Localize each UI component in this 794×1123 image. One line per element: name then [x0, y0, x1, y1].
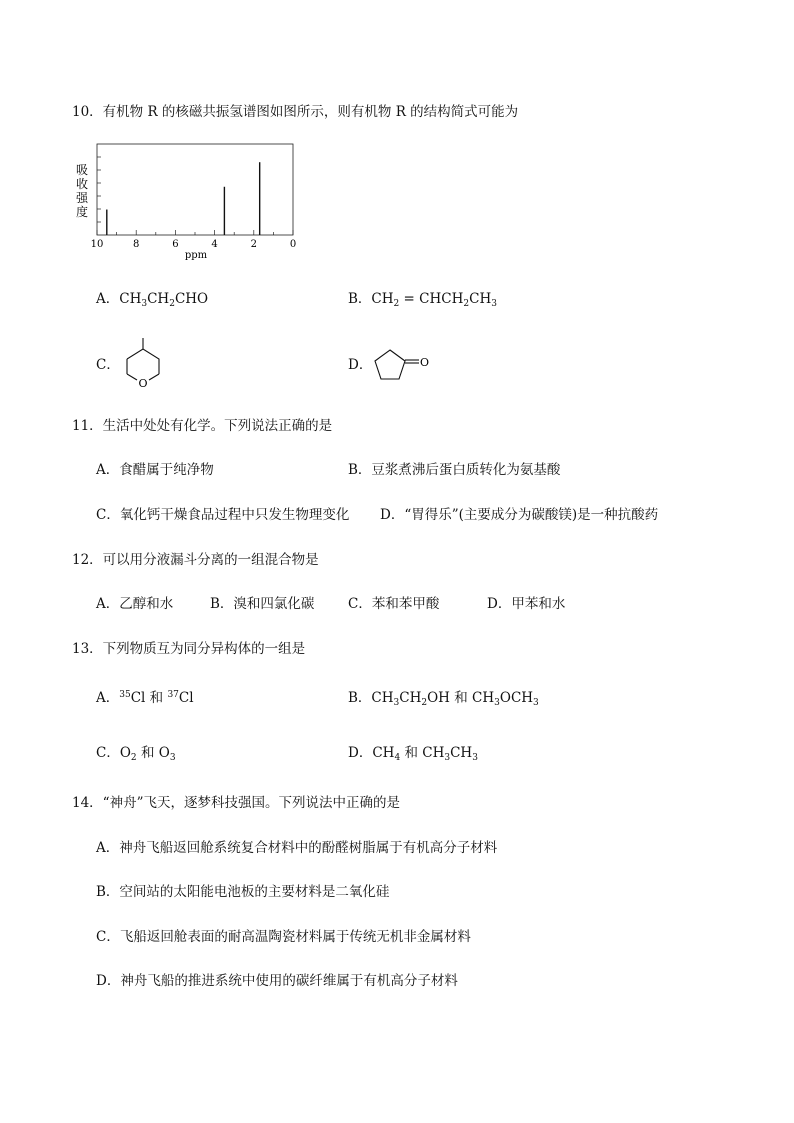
option-label: C． [96, 357, 120, 373]
formula-part: CH [371, 291, 394, 307]
question-10-stem: 10．有机物 R 的核磁共振氢谱图如图所示，则有机物 R 的结构简式可能为 [72, 104, 519, 120]
spectrum-ylabel [76, 163, 89, 219]
formula-subscript: 3 [141, 299, 148, 309]
q12-option-b[interactable]: B．溴和四氯化碳 [210, 596, 315, 612]
q10-option-d-structure [372, 348, 434, 382]
oxygen-atom-label: O [138, 377, 148, 390]
formula-part: 和 CH [400, 745, 445, 761]
mass-number: 35 [119, 690, 131, 700]
q14-option-b[interactable]: B．空间站的太阳能电池板的主要材料是二氧化硅 [96, 884, 390, 900]
question-13-stem: 13．下列物质互为同分异构体的一组是 [72, 641, 306, 657]
option-label: B． [348, 690, 372, 706]
option-label: D． [348, 357, 373, 373]
q14-option-a[interactable]: A．神舟飞船返回舱系统复合材料中的酚醛树脂属于有机高分子材料 [96, 840, 498, 856]
q13-option-d[interactable] [348, 744, 478, 762]
formula-part: CH [371, 690, 394, 706]
formula-part: CH [469, 291, 492, 307]
spectrum-peaks [107, 162, 260, 235]
formula-subscript: 2 [393, 299, 400, 309]
q14-option-d[interactable]: D．神舟飞船的推进系统中使用的碳纤维属于有机高分子材料 [96, 973, 458, 989]
nmr-spectrum-chart [70, 138, 310, 263]
oxygen-atom-label: O [420, 356, 430, 369]
q11-option-d[interactable]: D．“胃得乐”(主要成分为碳酸镁)是一种抗酸药 [380, 507, 659, 523]
q12-option-c[interactable]: C．苯和苯甲酸 [348, 596, 440, 612]
spectrum-xtick-label: 6 [172, 239, 179, 250]
option-label: A． [96, 291, 120, 307]
q10-option-c[interactable] [96, 356, 120, 374]
q12-option-a[interactable]: A．乙醇和水 [96, 596, 174, 612]
formula-part: Cl 和 [130, 690, 168, 706]
option-label: A． [96, 690, 120, 706]
formula-subscript: 3 [169, 753, 176, 763]
q13-option-c[interactable] [96, 744, 176, 762]
spectrum-yticks [97, 157, 101, 222]
q11-option-b[interactable]: B．豆浆煮沸后蛋白质转化为氨基酸 [348, 462, 561, 478]
question-14-stem: 14．“神舟”飞天，逐梦科技强国。下列说法中正确的是 [72, 795, 400, 811]
spectrum-ylabel-char: 收 [75, 177, 89, 191]
spectrum-xtick-label: 10 [90, 239, 104, 250]
formula-part: CH [147, 291, 170, 307]
formula-subscript: 2 [463, 299, 470, 309]
spectrum-ylabel-char: 强 [75, 191, 89, 205]
formula-part: CH [372, 745, 395, 761]
option-label: D． [348, 745, 373, 761]
spectrum-xlabel: ppm [184, 250, 208, 261]
formula-part: Cl [178, 690, 194, 706]
spectrum-xtick-label: 8 [133, 239, 140, 250]
formula-subscript: 3 [393, 698, 400, 708]
spectrum-xtick-label: 2 [250, 239, 257, 250]
q14-option-c[interactable]: C．飞船返回舱表面的耐高温陶瓷材料属于传统无机非金属材料 [96, 929, 471, 945]
formula-part: OCH [499, 690, 534, 706]
q10-option-b[interactable] [348, 290, 497, 308]
spectrum-xtick-label: 4 [211, 239, 218, 250]
formula-part: CH [399, 690, 422, 706]
formula-part: 和 O [136, 745, 170, 761]
q12-option-d[interactable]: D．甲苯和水 [487, 596, 566, 612]
spectrum-xticks [91, 230, 297, 250]
formula-subscript: 2 [130, 753, 137, 763]
option-label: B． [348, 291, 372, 307]
formula-part: CH [450, 745, 473, 761]
q11-option-c[interactable]: C．氧化钙干燥食品过程中只发生物理变化 [96, 507, 350, 523]
formula-subscript: 3 [533, 698, 539, 708]
mass-number: 37 [167, 690, 179, 700]
spectrum-ylabel-char: 度 [75, 205, 89, 219]
formula-subscript: 3 [444, 753, 451, 763]
formula-subscript: 2 [421, 698, 428, 708]
formula-part: O [119, 745, 131, 761]
q10-option-d[interactable] [348, 356, 372, 374]
q10-option-c-structure [118, 336, 168, 390]
spectrum-ylabel-char: 吸 [75, 163, 89, 177]
option-label: C． [96, 745, 120, 761]
formula-part: = CHCH [399, 291, 464, 307]
spectrum-frame [97, 144, 293, 235]
formula-part: CH [119, 291, 142, 307]
question-12-stem: 12．可以用分液漏斗分离的一组混合物是 [72, 552, 319, 568]
spectrum-xtick-label: 0 [289, 239, 297, 250]
formula-subscript: 3 [472, 753, 478, 763]
q11-option-a[interactable]: A．食醋属于纯净物 [96, 462, 214, 478]
q13-option-a[interactable] [96, 689, 194, 707]
formula-subscript: 3 [494, 698, 500, 708]
q10-option-a[interactable] [96, 290, 208, 308]
formula-part: OH 和 CH [427, 690, 495, 706]
question-11-stem: 11．生活中处处有化学。下列说法正确的是 [72, 418, 333, 434]
formula-subscript: 2 [169, 299, 175, 309]
formula-subscript: 4 [394, 753, 401, 763]
q13-option-b[interactable] [348, 689, 539, 707]
formula-subscript: 3 [491, 299, 497, 309]
formula-part: CHO [174, 291, 209, 307]
